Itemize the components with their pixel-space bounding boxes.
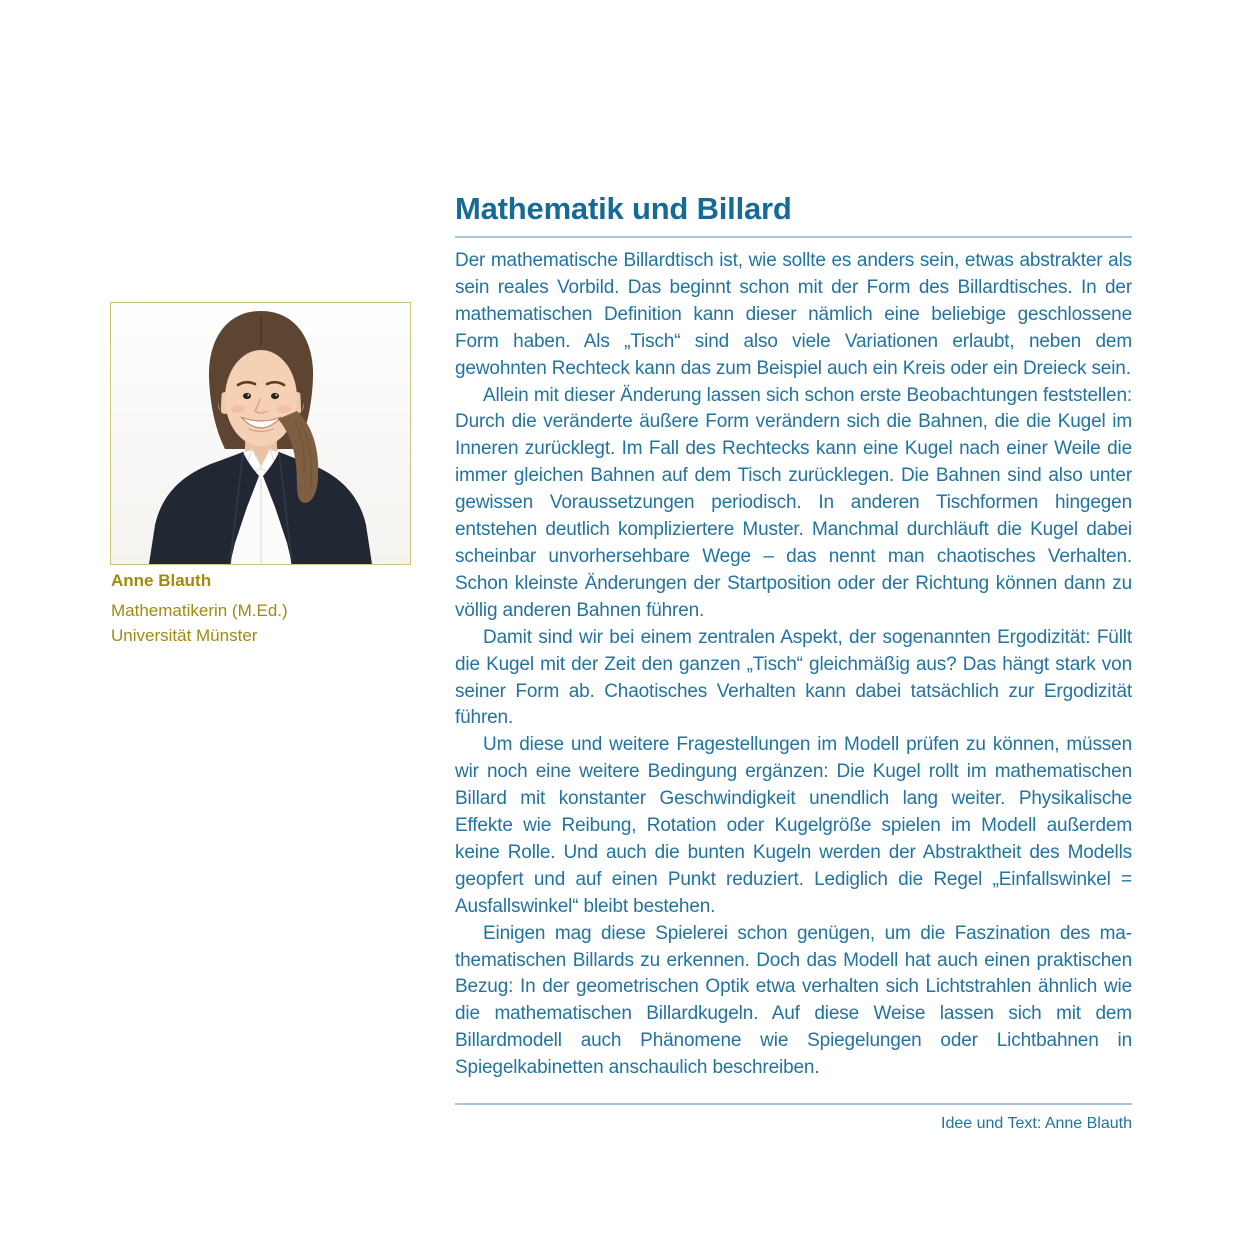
article-title: Mathematik und Billard [455,191,792,226]
article [455,189,1132,1134]
article-paragraph: Allein mit dieser Änderung lassen sich schon erste Beobachtungen feststellen: Durch die veränderte äußere Form verändern sich die Bahnen, die die Kugel im Inneren zurücklegt. Im Fall des Rechtecks kann eine Kugel nach einer Weile die immer gleichen Bahnen auf dem Tisch zurücklegen. Die Bahnen sind also unter gewissen Voraussetzungen periodisch. In anderen Tischformen hingegen entstehen deutlich kompliziertere Muster. Manchmal durchläuft die Kugel dabei scheinbar unvorhersehbare Wege – das nennt man chaotisches Verhalten. Schon kleinste Änderungen der Startposition oder der Richtung können dann zu völlig anderen Bahnen führen. [455,384,1132,621]
portrait-photo [111,303,410,564]
photo-frame [110,302,411,565]
article-paragraph: Um diese und weitere Fragestellungen im Modell prüfen zu können, müssen wir noch eine weitere Bedingung ergänzen: Die Kugel rollt im mathematischen Billard mit konstanter Geschwindigkeit unendlich lang weiter. Physikalische Effekte wie Reibung, Rotation oder Kugelgröße spielen im Modell außerdem keine Rolle. Und auch die bunten Kugeln werden der Abstraktheit des Modells geopfert und auf einen Punkt reduziert. Lediglich die Regel „Einfallswinkel = Ausfallswinkel“ bleibt bestehen. [455,734,1132,917]
footer-rule [455,1103,1132,1105]
caption-role: Mathematikerin (M.Ed.) [111,601,288,620]
credit-line: Idee und Text: Anne Blauth [941,1115,1132,1133]
title-rule [455,236,1132,238]
article-body [455,248,1132,1082]
caption-affiliation: Universität Münster [111,626,258,645]
caption-name: Anne Blauth [111,571,212,590]
article-paragraph: Damit sind wir bei einem zentralen Aspekt, der sogenannten Ergodizität: Füllt die Kugel mit der Zeit den ganzen „Tisch“ gleichmäßig aus? Das hängt stark von seiner Form ab. Chaotisches Verhalten kann dabei tatsächlich zur Ergodizität führen. [455,626,1132,729]
article-paragraph: Einigen mag diese Spielerei schon genügen, um die Faszination des mathematischen Billards zu erkennen. Doch das Modell hat auch einen praktischen Bezug: In der geometrischen Optik etwa verhalten sich Lichtstrahlen ähnlich wie die mathematischen Billardkugeln. Auf diese Weise lassen sich mit dem Billardmodell auch Phänomene wie Spiegelungen oder Lichtbahnen in Spiegelkabinetten anschaulich beschreiben. [455,922,1132,1079]
photo-caption [111,570,421,648]
article-paragraph: Der mathematische Billardtisch ist, wie sollte es anders sein, etwas abstrakter als sein reales Vorbild. Das beginnt schon mit der Form des Billardtisches. In der mathematischen Definition kann dieser nämlich eine beliebige geschlossene Form haben. Als „Tisch“ sind also viele Variationen erlaubt, neben dem gewohnten Rechteck kann das zum Beispiel auch ein Kreis oder ein Dreieck sein. [455,250,1132,379]
